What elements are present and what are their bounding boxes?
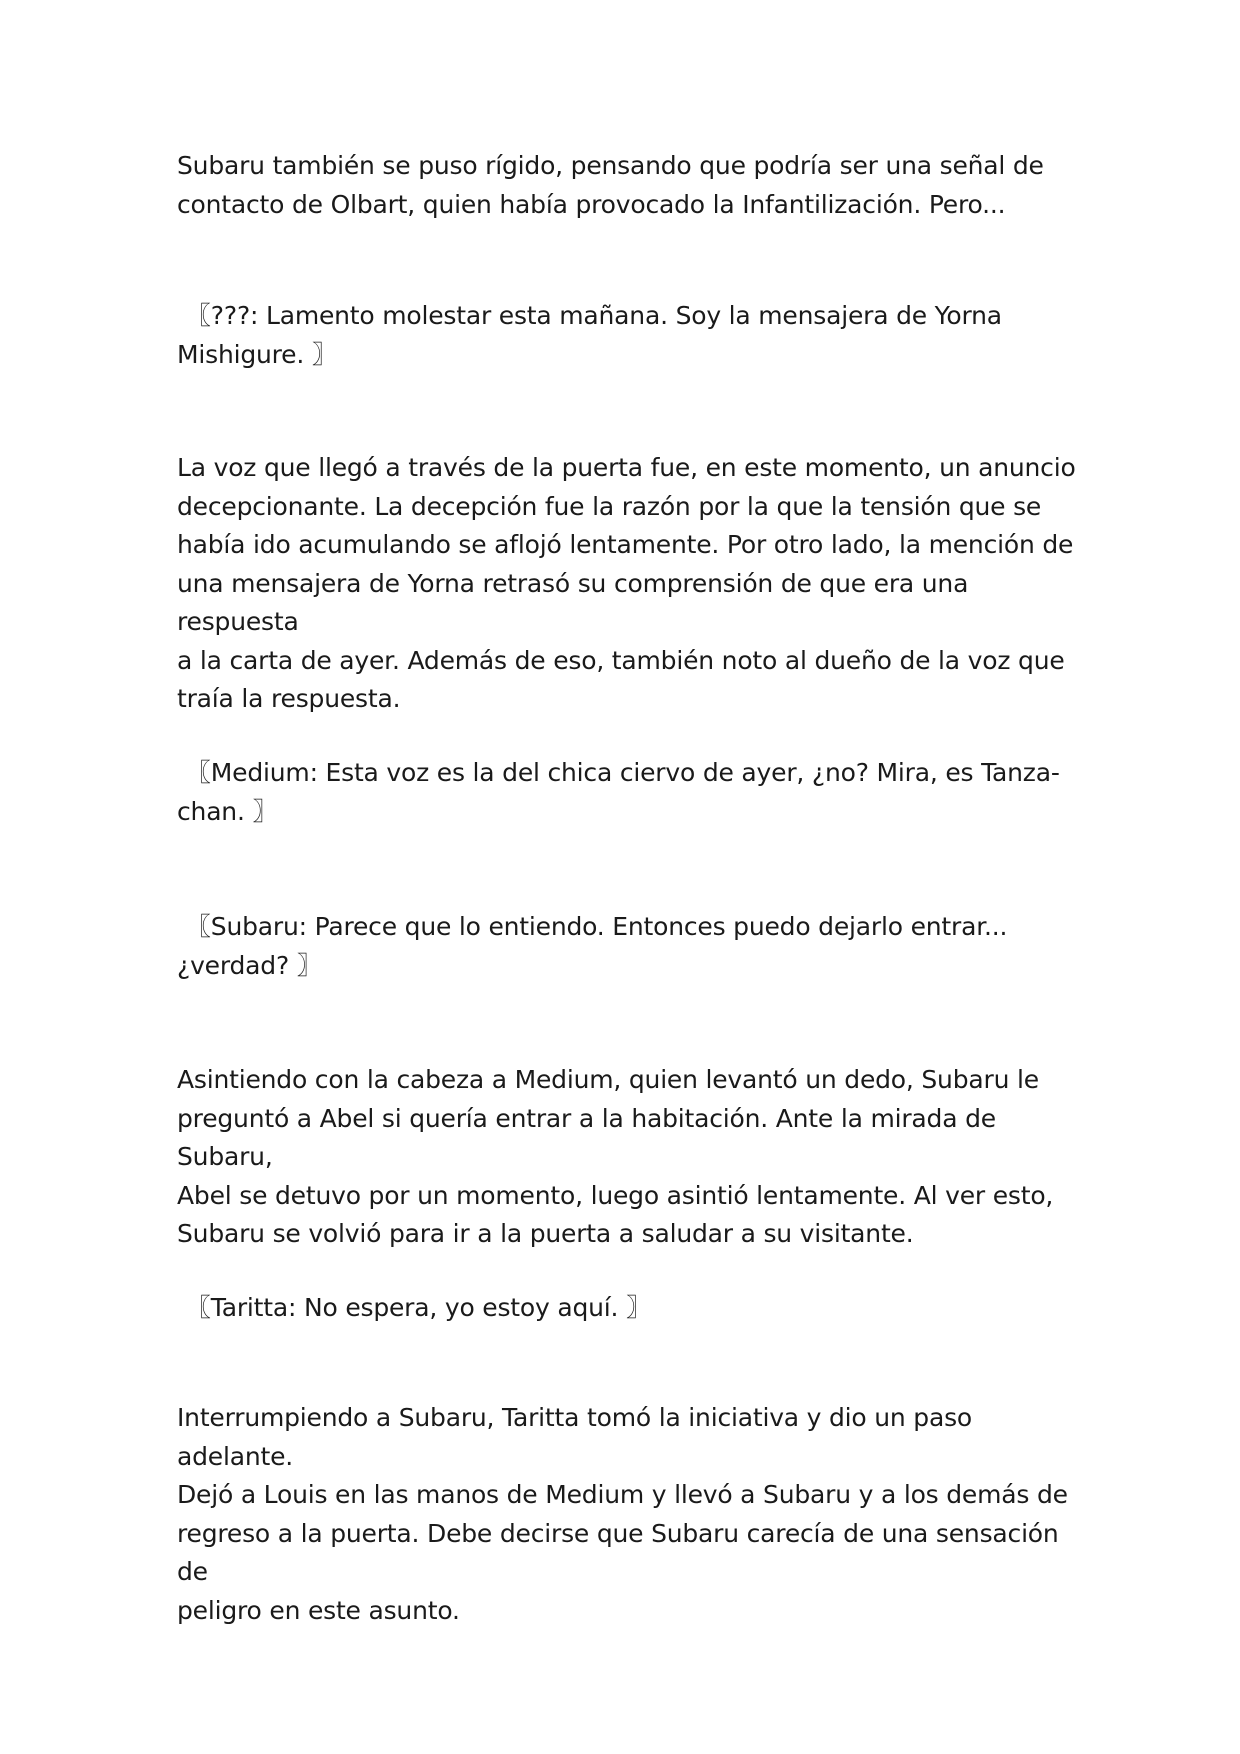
narration-paragraph-4: Interrumpiendo a Subaru, Taritta tomó la iniciativa y dio un paso adelante. Dejó a Louis en las manos de Medium y llevó a Subaru y a los demás de regreso a la puerta. Debe decirse que Subaru carecía de una sensación de peligro en este asunto. xyxy=(177,1403,1068,1625)
dialogue-subaru: 〖Subaru: Parece que lo entiendo. Entonces puedo dejarlo entrar... ¿verdad? 〗 xyxy=(177,912,1008,980)
narration-paragraph-1: Subaru también se puso rígido, pensando que podría ser una señal de contacto de Olbart, quien había provocado la Infantilización. Pero... xyxy=(177,151,1044,219)
dialogue-messenger: 〖???: Lamento molestar esta mañana. Soy la mensajera de Yorna Mishigure. 〗 xyxy=(177,301,1002,369)
dialogue-taritta: 〖Taritta: No espera, yo estoy aquí. 〗 xyxy=(186,1293,651,1322)
narration-paragraph-2: La voz que llegó a través de la puerta fue, en este momento, un anuncio decepcionante. La decepción fue la razón por la que la tensión que se había ido acumulando se aflojó lentamente. Por otro lado, la mención de una mensajera de Yorna retrasó su comprensión de que era una respuesta a la carta de ayer. Además de eso, también noto al dueño de la voz que traía la respuesta. xyxy=(177,453,1076,713)
dialogue-medium: 〖Medium: Esta voz es la del chica ciervo de ayer, ¿no? Mira, es Tanza- chan. 〗 xyxy=(177,758,1060,826)
narration-paragraph-3: Asintiendo con la cabeza a Medium, quien levantó un dedo, Subaru le preguntó a Abel si quería entrar a la habitación. Ante la mirada de Subaru, Abel se detuvo por un momento, luego asintió lentamente. Al ver esto, Subaru se volvió para ir a la puerta a saludar a su visitante. xyxy=(177,1065,1054,1248)
